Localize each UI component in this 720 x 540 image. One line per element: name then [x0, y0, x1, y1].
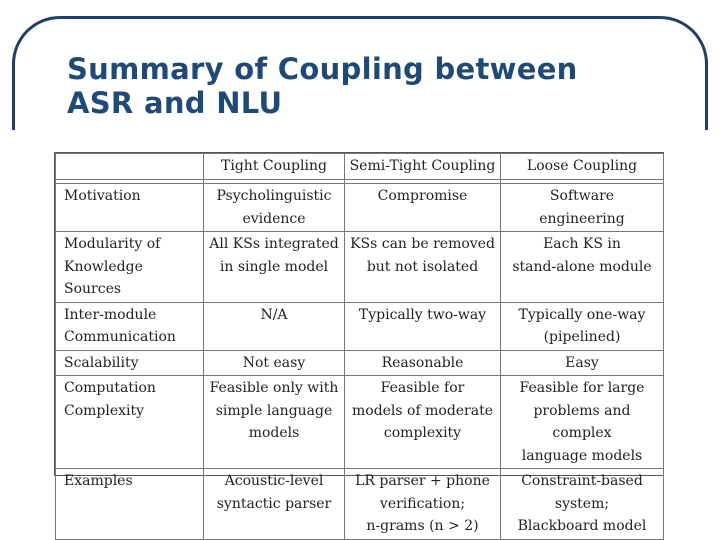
table-row: [56, 184, 664, 232]
cell-text-line: Feasible for: [380, 380, 465, 396]
coupling-comparison-table: [55, 153, 664, 540]
slide-title: [67, 52, 578, 120]
table-cell-loose: [501, 469, 664, 540]
table-cell-label: [56, 350, 204, 376]
cell-text-line: Typically two-way: [358, 306, 487, 323]
table-cell-semi: [345, 469, 501, 540]
table-cell-tight: [204, 184, 345, 232]
cell-text-line: Communication: [64, 329, 176, 345]
cell-text-line: Scalability: [64, 354, 139, 371]
table-row: [56, 302, 664, 350]
cell-text-line: n-grams (n > 2): [366, 518, 479, 534]
cell-text-line: Software: [549, 188, 615, 204]
column-header-empty: [56, 154, 204, 180]
cell-text-line: Psycholinguistic: [216, 188, 332, 204]
table-cell-tight: [204, 350, 345, 376]
table-cell-label: [56, 232, 204, 303]
cell-text-line: Knowledge Sources: [64, 258, 143, 297]
table-cell-loose: [501, 350, 664, 376]
cell-text-line: simple language: [215, 402, 333, 419]
column-header-tight: Tight Coupling: [204, 154, 345, 180]
slide-title-line-1: Summary of Coupling between: [67, 52, 578, 86]
cell-text-line: KSs can be removed: [350, 236, 495, 252]
table-row: [56, 376, 664, 469]
table-cell-loose: [501, 302, 664, 350]
cell-text-line: stand-alone module: [512, 258, 652, 275]
cell-text-line: verification;: [379, 495, 466, 512]
table-cell-semi: [345, 350, 501, 376]
cell-text-line: evidence: [242, 210, 306, 227]
cell-text-line: Typically one-way: [518, 306, 646, 323]
table-row: [56, 469, 664, 540]
cell-text-line: N/A: [260, 306, 288, 323]
cell-text-line: (pipelined): [543, 329, 621, 345]
cell-text-line: Easy: [565, 354, 599, 371]
cell-text-line: Not easy: [242, 354, 306, 371]
cell-text-line: Examples: [64, 473, 133, 489]
table-cell-semi: [345, 232, 501, 303]
column-header-semi-tight: Semi-Tight Coupling: [345, 154, 501, 180]
table-cell-tight: [204, 376, 345, 469]
table-header-row: [56, 154, 664, 180]
table-cell-label: [56, 184, 204, 232]
table-cell-loose: [501, 232, 664, 303]
table-body: [56, 184, 664, 540]
cell-text-line: Reasonable: [381, 354, 464, 371]
cell-text-line: in single model: [219, 258, 329, 275]
cell-text-line: system;: [554, 495, 610, 512]
cell-text-line: but not isolated: [366, 258, 479, 275]
cell-text-line: Feasible for large: [519, 380, 645, 396]
cell-text-line: Computation: [64, 380, 156, 396]
cell-text-line: problems and complex: [533, 402, 631, 441]
cell-text-line: Blackboard model: [517, 518, 647, 534]
cell-text-line: models: [248, 425, 300, 441]
cell-text-line: Constraint-based: [521, 473, 643, 489]
table-cell-label: [56, 469, 204, 540]
table-cell-tight: [204, 302, 345, 350]
table-cell-loose: [501, 184, 664, 232]
table-cell-tight: [204, 232, 345, 303]
cell-text-line: syntactic parser: [216, 495, 332, 512]
cell-text-line: Inter-module: [64, 306, 157, 323]
cell-text-line: Feasible only with: [209, 380, 339, 396]
cell-text-line: language models: [521, 447, 643, 464]
cell-text-line: Each KS in: [543, 236, 621, 252]
cell-text-line: Acoustic-level: [224, 473, 324, 489]
slide-title-line-2: ASR and NLU: [67, 86, 283, 120]
table-cell-semi: [345, 184, 501, 232]
cell-text-line: Modularity of: [64, 236, 161, 252]
table-cell-tight: [204, 469, 345, 540]
table-cell-semi: [345, 376, 501, 469]
table-row: [56, 350, 664, 376]
cell-text-line: LR parser + phone: [355, 473, 490, 489]
cell-text-line: Complexity: [64, 402, 145, 419]
table-cell-label: [56, 376, 204, 469]
cell-text-line: engineering: [539, 210, 625, 227]
cell-text-line: complexity: [383, 425, 462, 441]
cell-text-line: Compromise: [377, 188, 468, 204]
table-row: [56, 232, 664, 303]
table-cell-loose: [501, 376, 664, 469]
cell-text-line: Motivation: [64, 188, 141, 204]
cell-text-line: All KSs integrated: [209, 236, 339, 252]
cell-text-line: models of moderate: [351, 402, 494, 419]
table-cell-semi: [345, 302, 501, 350]
comparison-table-container: [54, 152, 664, 534]
column-header-loose: Loose Coupling: [501, 154, 664, 180]
table-cell-label: [56, 302, 204, 350]
